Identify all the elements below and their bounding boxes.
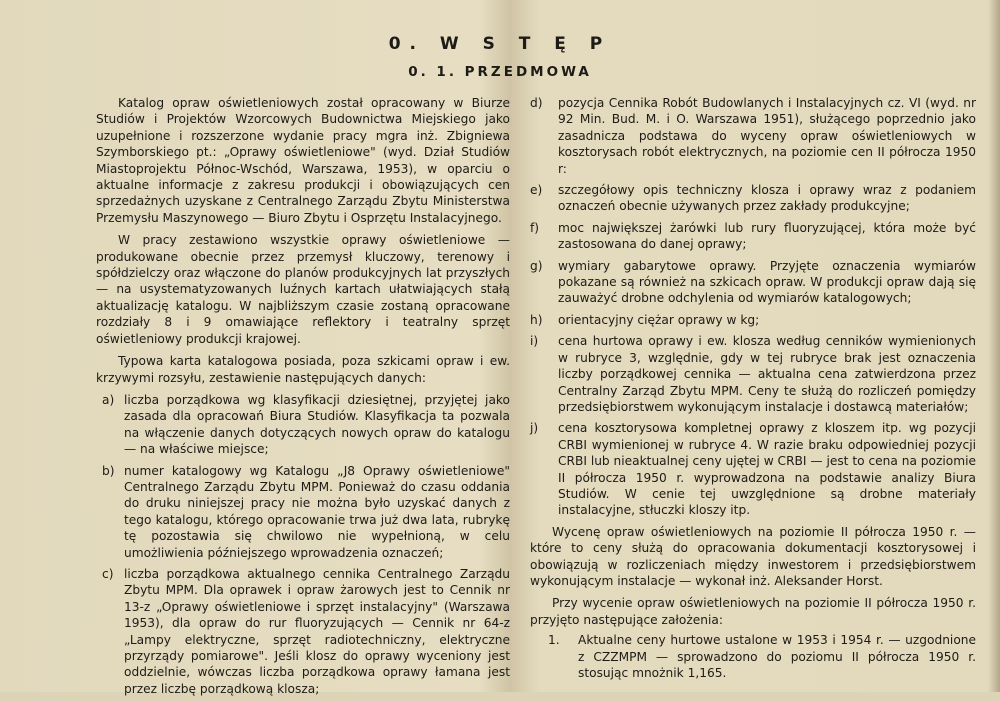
left-column [96, 95, 510, 702]
page-edge-shadow [988, 0, 1000, 692]
list-marker: b) [102, 463, 115, 478]
list-marker: i) [530, 334, 539, 349]
paragraph: Wycenę opraw oświetleniowych na poziomie II półrocza 1950 r. — które to ceny służą do opracowania dokumentacji kosztorysowej i obowiązują w rozliczeniach między inwestorem i przedsiębiorstwem wykonującym instalacje — wykonał inż. Aleksander Horst. [530, 524, 976, 588]
list-text: cena hurtowa oprawy i ew. klosza według cenników wymienionych w rubryce 3, względnie, gdy w tej rubryce brak jest oznaczenia liczby porządkowej cennika — aktualna cena zatwierdzona przez Centralny Zarząd Zbytu MPM. Ceny te służą do rozliczeń pomiędzy przedsiębiorstwem wykonującym instalacje i dostawcą materiałów; [558, 334, 976, 414]
list-item [96, 566, 510, 697]
list-item [530, 258, 976, 307]
list-marker: j) [530, 421, 539, 436]
list-item [530, 333, 976, 415]
list-text: moc największej żarówki lub rury fluoryzującej, która może być zastosowana do danej oprawy; [558, 220, 976, 252]
list-text: szczegółowy opis techniczny klosza i oprawy wraz z podaniem oznaczeń obecnie używanych przez zakłady produkcyjne; [558, 183, 976, 214]
list-text: pozycja Cennika Robót Budowlanych i Instalacyjnych cz. VI (wyd. nr 92 Min. Bud. M. i O. Warszawa 1951), służącego poprzednio jako zasadnicza podstawa do wyceny opraw oświetleniowych w kosztorysach robót elektrycznych, na poziomie cen II półrocza 1950 r: [558, 96, 976, 176]
list-item [530, 312, 976, 328]
list-text: liczba porządkowa wg klasyfikacji dziesiętnej, przyjętej jako zasada dla opracowań Biura Studiów. Klasyfikacja ta pozwala na włączenie danych dotyczących nowych opraw do katalogu — na właściwe miejsce; [124, 392, 510, 457]
chapter-heading: 0. W S T Ę P [388, 34, 612, 54]
list-text: Aktualne ceny hurtowe ustalone w 1953 i 1954 r. — uzgodnione z CZZMPM — sprowadzono do poziomu II półrocza 1950 r. stosując mnożnik 1,165. [578, 633, 976, 680]
list-marker: g) [530, 258, 543, 273]
list-marker: h) [530, 312, 543, 327]
paragraph: Przy wycenie opraw oświetleniowych na poziomie II półrocza 1950 r. przyjęto następujące założenia: [530, 596, 976, 627]
section-heading: 0. 1. PRZEDMOWA [408, 64, 592, 80]
right-column [530, 95, 976, 681]
list-text: liczba porządkowa aktualnego cennika Centralnego Zarządu Zbytu MPM. Dla oprawek i opraw żarowych jest to Cennik nr 13-z „Oprawy oświetleniowe i sprzęt instalacyjny" (Warszawa 1953), dla opraw do rur fluoryzujących — Cennik nr 64-z „Lampy elektryczne, sprzęt radiotechniczny, elektryczne przyrządy pomiarowe". Jeśli klosz do oprawy wyceniony jest oddzielnie, wówczas liczba porządkowa oprawy łamana jest przez liczbę porządkową klosza; [124, 566, 510, 696]
paragraph: Typowa karta katalogowa posiada, poza szkicami opraw i ew. krzywymi rozsyłu, zestawienie następujących danych: [96, 354, 510, 385]
list-marker: c) [102, 566, 114, 581]
paragraph: Katalog opraw oświetleniowych został opracowany w Biurze Studiów i Projektów Wzorcowych Budownictwa Miejskiego jako uzupełnione i rozszerzone wydanie pracy mgra inż. Zbigniewa Szymborskiego pt.: „Oprawy oświetleniowe" (wyd. Dział Studiów Miastoprojektu Północ-Wschód, Warszawa, 1953), w oparciu o aktualne informacje z zakresu produkcji i obowiązujących cen sprzedażnych uzyskane z Centralnego Zarządu Zbytu Ministerstwa Przemysłu Maszynowego — Biuro Zbytu i Osprzętu Instalacyjnego. [96, 96, 510, 225]
list-text: orientacyjny ciężar oprawy w kg; [558, 312, 760, 327]
list-item [530, 182, 976, 215]
list-text: wymiary gabarytowe oprawy. Przyjęte oznaczenia wymiarów pokazane są również na szkicach opraw. W produkcji opraw dają się zauważyć drobne odchylenia od wymiarów katalogowych; [558, 258, 976, 306]
list-marker: 1. [548, 633, 560, 648]
paragraph: W pracy zestawiono wszystkie oprawy oświetleniowe — produkowane obecnie przez przemysł kluczowy, terenowy i spółdzielczy oraz włączone do planów produkcyjnych lat przyszłych — na usystematyzowanych luźnych kartach ułatwiających stałą aktualizację katalogu. W najbliższym czasie zostaną opracowane rozdziały 8 i 9 omawiające reflektory i teatralny sprzęt oświetleniowy produkcji krajowej. [96, 233, 510, 346]
list-item [96, 392, 510, 458]
list-item [530, 95, 976, 177]
list-marker: d) [530, 96, 543, 110]
list-marker: a) [102, 392, 115, 407]
list-item [530, 420, 976, 518]
list-item [96, 463, 510, 561]
list-marker: e) [530, 183, 543, 198]
list-text: cena kosztorysowa kompletnej oprawy z kloszem itp. wg pozycji CRBI wymienionej w rubryce 4. W razie braku odpowiedniej pozycji CRBI lub nieaktualnej ceny ujętej w CRBI — jest to cena na poziomie II półrocza 1950 r. wyprowadzona na podstawie analizy Biura Studiów. W cenie tej uwzględnione są drobne materiały instalacyjne, stłuczki kloszy itp. [558, 421, 976, 518]
list-text: numer katalogowy wg Katalogu „J8 Oprawy oświetleniowe" Centralnego Zarządu Zbytu MPM. Ponieważ do czasu oddania do druku niniejszej pracy nie można było uzyskać danych z tego katalogu, którego opracowanie trwa już dwa lata, rubrykę tę pozostawia się chwilowo nie wypełnioną, w celu umożliwienia późniejszego wprowadzenia oznaczeń; [124, 463, 510, 560]
list-item [530, 220, 976, 253]
list-marker: f) [530, 220, 540, 235]
numbered-item [530, 632, 976, 681]
